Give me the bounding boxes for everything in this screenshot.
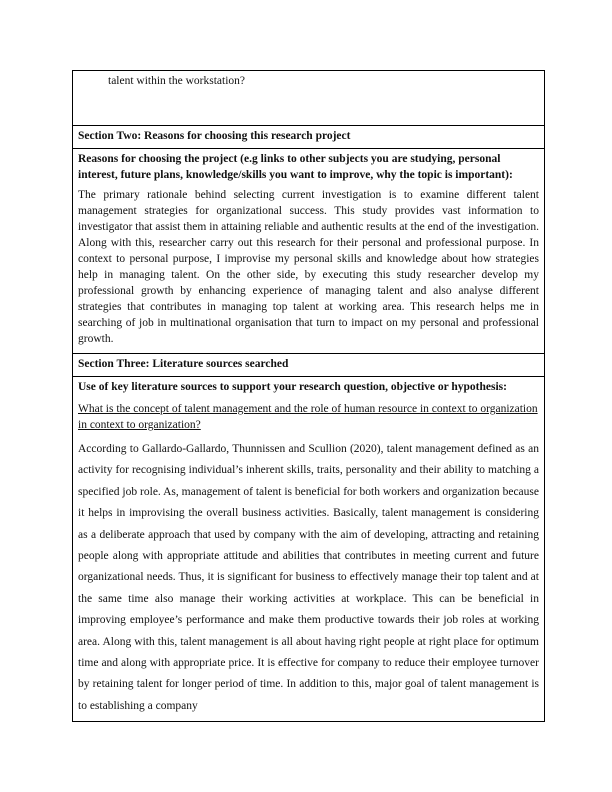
proposal-table xyxy=(72,70,545,722)
section-three-heading: Section Three: Literature sources searched xyxy=(73,354,545,377)
section-three-prompt: Use of key literature sources to support your research question, objective or hypothesis: xyxy=(78,381,507,393)
section-three-content-cell xyxy=(73,377,545,722)
section-two-prompt: Reasons for choosing the project (e.g links to other subjects you are studying, personal interest, future plans, knowledge/skills you want to improve, why the topic is important): xyxy=(78,153,513,181)
research-question: What is the concept of talent management and the role of human resource in context to organization in context to organization? xyxy=(78,403,538,431)
document-page xyxy=(72,70,545,722)
section-three-heading-row xyxy=(73,354,545,377)
continuation-text: talent within the workstation? xyxy=(108,75,246,87)
section-two-body: The primary rationale behind selecting current investigation is to examine different talent management strategies for organizational success. This study provides vast information to investigator that assist them in attaining reliable and authentic results at the end of the investigation. Along with this, researcher carry out this research for their personal and professional purpose. In context to personal purpose, I improvise my personal skills and knowledge about how strategies help in managing talent. On the other side, by executing this study researcher develop my professional growth by enhancing experience of managing talent and also analyse different strategies that contributes in managing top talent at working area. This research helps me in searching of job in multinational organisation that turn to impact on my personal and professional growth. xyxy=(78,189,539,345)
section-two-heading: Section Two: Reasons for choosing this research project xyxy=(73,126,545,149)
section-three-body: According to Gallardo-Gallardo, Thunnissen and Scullion (2020), talent management defined as an activity for recognising individual’s inherent skills, traits, personality and their ability to matching a specified job role. As, management of talent is beneficial for both workers and organization because it helps in improvising the overall business activities. Basically, talent management is considering as a deliberate approach that used by company with the aim of developing, attracting and retaining people along with appropriate attitude and abilities that contributes in meeting current and future organizational needs. Thus, it is significant for business to effectively manage their top talent and at the same time also manage their working activities at workplace. This can be beneficial in improving employee’s performance and make them productive towards their job roles at working area. Along with this, talent management is all about having right people at right place for optimum time and along with appropriate price. It is effective for company to reduce their employee turnover by retaining talent for longer period of time. In addition to this, major goal of talent management is to establishing a company xyxy=(78,443,539,712)
section-two-heading-row xyxy=(73,126,545,149)
continuation-cell xyxy=(73,71,545,126)
section-three-content-row xyxy=(73,377,545,722)
section-two-content-row xyxy=(73,149,545,354)
continuation-row xyxy=(73,71,545,126)
section-two-content-cell xyxy=(73,149,545,354)
